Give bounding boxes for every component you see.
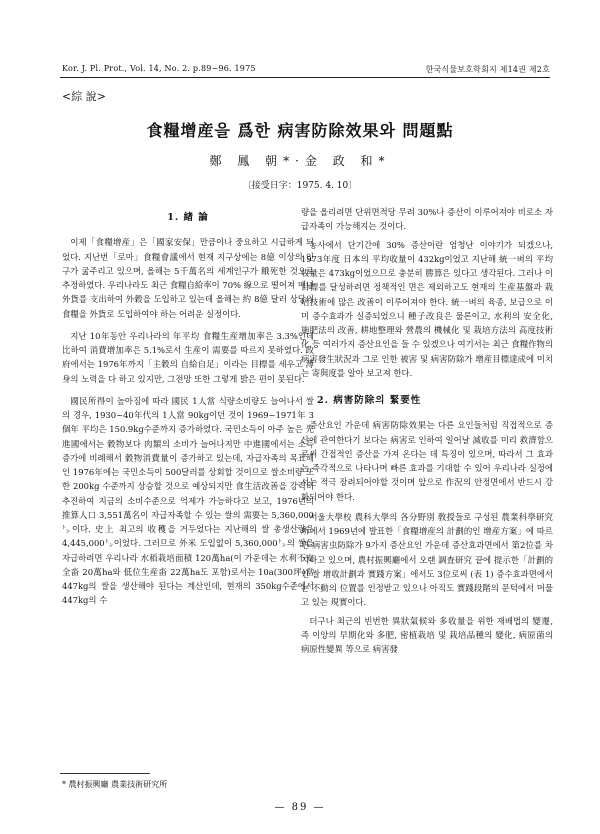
section-heading-introduction: 1. 緖 論: [167, 212, 209, 223]
paragraph: 지난 10年동안 우리나라의 年平均 食糧生産增加率은 3.3%인데 比하여 消費增加率은 5.1%로서 生産이 需要를 따르지 못하였다. 政府에서는 1976年까지「主穀의 自給自足」이라는 目標를 세우고 溥身의 노력을 다 하고 있지만, 그전망 또한 그렇게 밝은 편이 못된다.: [62, 330, 314, 384]
header-rule: [60, 77, 550, 78]
footnote-rule: [60, 773, 150, 774]
journal-citation: Kor. J. Pl. Prot., Vol. 14, No. 2. p.89~96. 1975: [62, 64, 256, 73]
received-date: 〔接受日字：1975. 4. 10〕: [242, 181, 358, 191]
paragraph: 농사에서 단기간에 30% 증산이란 엄청난 이야기가 되겠으나, 1973年度 日本의 平均收量이 432kg이었고 지난해 統一벼의 平均收量은 473kg이었으므로 충분히 勝算은 있다고 생각된다. 그러나 이 目標를 달성하려면 정책적인 면은 제외하고도 현재의 生産基盤과 栽培技術에 많은 改善이 이루어져야 한다. 統一벼의 육종, 보급으로 이미 증수효과가 실증되었으니 種子改良은 물론이고, 水利의 安全化, 施肥法의 改善, 耕地整理와 營農의 機械化 및 栽培方法의 高度技術化 등 여러가지 증산요인을 들 수 있겠으나 여기서는 최근 食糧作物의 病害發生狀況과 그로 인한 被害 및 病害防除가 增産目標達成에 미치는 寄與度를 알아 보고져 한다.: [301, 239, 553, 378]
journal-citation-korean: 한국식물보호학회지 제14권 제2호: [425, 65, 550, 74]
paragraph: 서울大學校 農科大學의 各分野別 敎授들로 구성된 農業科學研究所에서 1969년에 발표한「食糧增産의 計劃的인 增産方案」에 따르면 病害虫防除가 9가지 증산요인 가운데 증산효과면에서 第2位를 차지하고 있으며, 農村振興廳에서 오랜 調査研究 끝에 提示한「計劃的인 쌀 增收計劃과 實踐方案」에서도 3位로써 (表 1) 증수효과면에서는 不動의 位置를 인정받고 있으나 아직도 實踐段階의 문턱에서 머물고 있는 現實이다.: [301, 511, 553, 608]
paragraph: 國民所得이 높아짐에 따라 國民 1人當 식량소비량도 늘어나서 쌀의 경우, 1930~40年代의 1人當 90kg이던 것이 1969~1971年 3個年 平均은 150.9kg수준까지 증가하였다. 국민소득이 아주 높은 先進國에서는 穀物보다 肉類의 소비가 늘어나지만 中進國에서는 소득증가에 비례해서 穀物消費量이 증가하고 있는데, 자급자족의 목표해인 1976年에는 국민소득이 500달러를 상회할 것이므로 쌀소비량 또한 200kg 수준까지 상승할 것으로 예상되지만 食生活改善을 강력히 추진하여 지금의 소비수준으로 억제가 가능하다고 보고, 1976년의 推算人口 3,551萬名이 자급자족할 수 있는 쌀의 需要는 5,360,000㌧이다. 史上 최고의 收穫을 거두었다는 지난해의 쌀 총생산량은 4,445,000㌧이었다. 그러므로 外米 도입없이 5,360,000㌧의 쌀을 자급하려면 우리나라 水稻栽培面積 120萬ha(이 가운데는 水利不安全畓 20萬ha와 低位生産畓 22萬ha도 포함)로서는 10a(300坪)當 447kg의 쌀을 생산해야 된다는 계산인데, 현재의 350kg수준에서 447kg의 수: [62, 395, 314, 606]
paragraph: 이제「食糧增産」은「國家安保」만큼이나 중요하고 시급하게 되었다. 지난번「로마」食糧會議에서 현재 지구상에는 8億 이상의 인구가 굶주리고 있으며, 올해는 5千萬名의 세계인구가 餓死한 것으로 추정하였다. 우리나라도 최근 食糧自給率이 70% 線으로 떨어져 매년 外貨를 支出하여 外穀을 도입하고 있는데 올해는 約 8億 달러 상당의 食糧을 外貨로 도입하여야 하는 어려운 실정이다.: [62, 237, 314, 319]
authors: 鄭 鳳 朝*·金 政 和*: [209, 154, 391, 168]
article-type: <綜 說>: [62, 90, 106, 103]
footnote: * 農村振興廳 農業技術研究所: [62, 780, 168, 789]
article-title: 食糧增産을 爲한 病害防除效果와 問題點: [146, 121, 454, 140]
paragraph: 증산요인 가운데 病害防除效果는 다른 요인들처럼 직접적으로 증산에 관여한다기 보다는 病害로 인하여 일어날 減收를 미리 救濟함으로써 간접적인 증산을 가져 온다는 데 특징이 있으며, 따라서 그 효과는 즉각적으로 나타나며 빠른 효과를 기대할 수 있어 우리나라 실정에서는 적극 장려되어야할 것이며 앞으로 作況의 안정면에서 반드시 강화되어야 한다.: [301, 420, 553, 502]
section-heading-disease-control: 2. 病害防除의 緊要性: [317, 395, 422, 406]
page-number: — 89 —: [274, 802, 326, 813]
right-column: [301, 205, 553, 656]
paragraph: 더구나 최근의 빈번한 異狀氣候와 多收量을 위한 재배법의 變遷, 즉 이앙의 早期化와 多肥, 密植栽培 및 栽培品種의 變化, 病原菌의 病原性變異 等으로 病害發: [301, 615, 553, 654]
left-column: [62, 205, 314, 608]
paragraph: 량을 올리려면 단위면적당 무려 30%나 증산이 이루어져야 비로소 자급자족이 가능해지는 것이다.: [301, 207, 553, 232]
